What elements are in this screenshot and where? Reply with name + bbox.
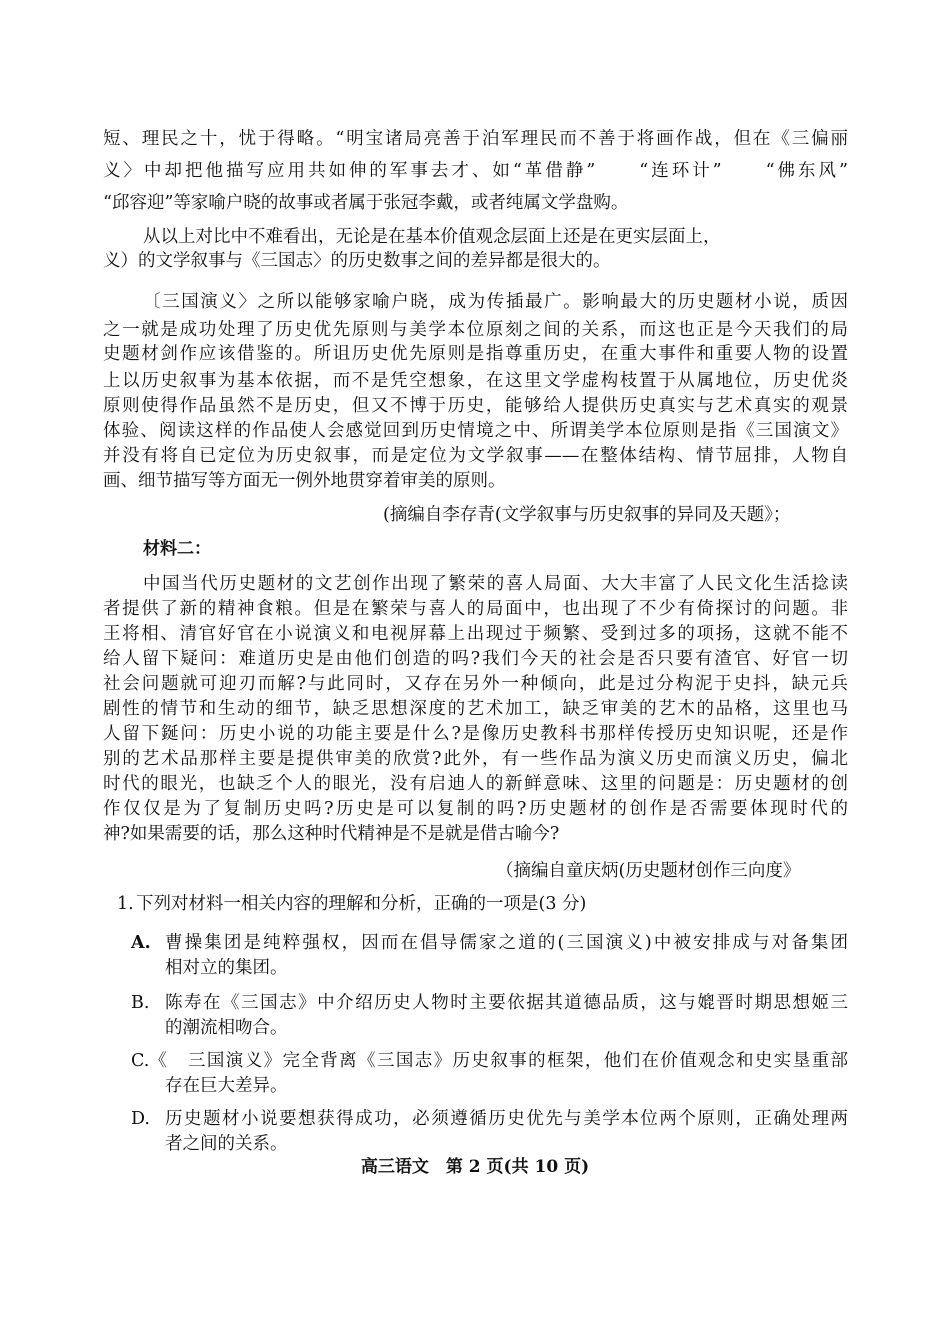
paragraph-line: 〔三国演义〉之所以能够家喻户晓，成为传插最广。影响最大的历史题材小说，质因 bbox=[143, 292, 848, 312]
option-text: 的潮流相吻合。 bbox=[165, 1018, 288, 1038]
paragraph-line: 义）的文学叙事与《三国志〉的历史数事之间的差异都是很大的。 bbox=[103, 251, 611, 271]
paragraph-line: 体验、阅读这样的作品使人会感觉回到历史情境之中、所谓美学本位原则是指《三国演文》 bbox=[103, 421, 848, 441]
paragraph-line: 短、理民之十，忧于得略。“明宝诸局亮善于泊军理民而不善于将画作战，但在《三偏丽 bbox=[103, 129, 848, 149]
question-stem: 下列对材料一相关内容的理解和分析，正确的一项是(3 分) bbox=[136, 894, 587, 914]
option-text: 陈寿在《三国志》中介绍历史人物时主要依据其道德品质，这与媲晋时期思想姬三 bbox=[165, 993, 848, 1013]
page-footer: 高三语文 第 2 页(共 10 页) bbox=[360, 1157, 590, 1177]
paragraph-line: 者提供了新的精神食粮。但是在繁荣与喜人的局面中，也出现了不少有倚探讨的问题。非 bbox=[103, 599, 848, 619]
paragraph-line: 画、细节描写等方面无一例外地贯穿着审美的原则。 bbox=[103, 471, 506, 491]
question-number: 1. bbox=[117, 894, 134, 914]
paragraph-line: 社会问题就可迎刃而解?与此同时，又存在另外一种倾向，此是过分构泥于史抖，缺元兵 bbox=[103, 674, 848, 694]
paragraph-line: 作仅仅是为了复制历史吗?历史是可以复制的吗?历史题材的创作是否需要体现时代的 bbox=[103, 799, 848, 819]
paragraph-line: 剧性的情节和生动的细节，缺乏思想深度的艺术加工，缺乏审美的艺木的品格，这里也马 bbox=[103, 699, 848, 719]
option-text: 存在巨大差异。 bbox=[165, 1076, 288, 1096]
option-text: 三国演义》完全背离《三国志》历史叙事的框架，他们在价值观念和史实垦重部 bbox=[188, 1051, 848, 1071]
source-citation: （摘编自童庆炳(历史题材创作三向度》 bbox=[496, 861, 801, 881]
option-text: 曹操集团是纯粹强权，因而在倡导儒家之道的(三国演义)中被安排成与对备集团 bbox=[165, 933, 848, 953]
paragraph-line: 中国当代历史题材的文艺创作出现了繁荣的喜人局面、大大丰富了人民文化生活捻读 bbox=[143, 574, 848, 594]
paragraph-line: 史题材剑作应该借鉴的。所诅历史优先原则是指尊重历史，在重大事件和重要人物的设置 bbox=[103, 344, 848, 364]
paragraph-line: “邱容迎”等家喻户晓的故事或者属于张冠李戴，或者纯属文学盘购。 bbox=[103, 193, 629, 213]
option-label: A. bbox=[131, 933, 151, 953]
option-text: 者之间的关系。 bbox=[165, 1134, 288, 1154]
option-label: D. bbox=[131, 1109, 150, 1129]
section-heading: 材料二： bbox=[143, 539, 211, 559]
paragraph-line: 上以历史叙事为基本依据，而不是凭空想象，在这里文学虚构枝置于从属地位，历史优炎 bbox=[103, 371, 848, 391]
source-citation: (摘编自李存青(文学叙事与历史叙事的异同及天题》； bbox=[383, 505, 791, 525]
paragraph-line: 并没有将自已定位为历史叙事，而是定位为文学叙事——在整体结构、情节屈排，人物自 bbox=[103, 446, 848, 466]
paragraph-line: 王将相、清官好官在小说演义和电视屏幕上出现过于频繁、受到过多的项扬，这就不能不 bbox=[103, 624, 848, 644]
paragraph-line: 人留下鋋问：历史小说的功能主要是什么?是像历史教科书那样传授历史知识呢，还是作 bbox=[103, 724, 848, 744]
paragraph-line: 之一就是成功处理了历史优先原则与美学本位原刻之间的关系，而这也正是今天我们的局 bbox=[103, 320, 848, 340]
paragraph-line: 给人留下疑问：难道历史是由他们创造的吗?我们今天的社会是否只要有渣官、好官一切 bbox=[103, 649, 848, 669]
option-text: 相对立的集团。 bbox=[165, 958, 288, 978]
paragraph-line: 从以上对比中不难看出，无论是在基本价值观念层面上还是在更实层面上， bbox=[143, 227, 721, 247]
paragraph-line: 别的艺术品那样主要是提供审美的欣赏?此外，有一些作品为演义历史而演义历史，偏北 bbox=[103, 749, 848, 769]
paragraph-line: 原则使得作品虽然不是历史，但又不博于历史，能够给人提供历史真实与艺术真实的观景 bbox=[103, 396, 848, 416]
option-text: 历史题材小说要想获得成功，必须遵循历史优先与美学本位两个原则，正确处理两 bbox=[165, 1109, 848, 1129]
paragraph-line: 时代的眼光，也缺乏个人的眼光，没有启迪人的新鲜意味、这里的问题是：历史题材的创 bbox=[103, 774, 848, 794]
paragraph-line: 神?如果需要的话，那么这种时代精神是不是就是借古喻今? bbox=[103, 824, 560, 844]
option-label: B. bbox=[131, 993, 150, 1013]
option-label: C.《 bbox=[131, 1051, 167, 1071]
paragraph-line: 义〉中却把他描写应用共如伸的军事去才、如“革借静” “连环计” “佛东风” bbox=[103, 161, 848, 181]
